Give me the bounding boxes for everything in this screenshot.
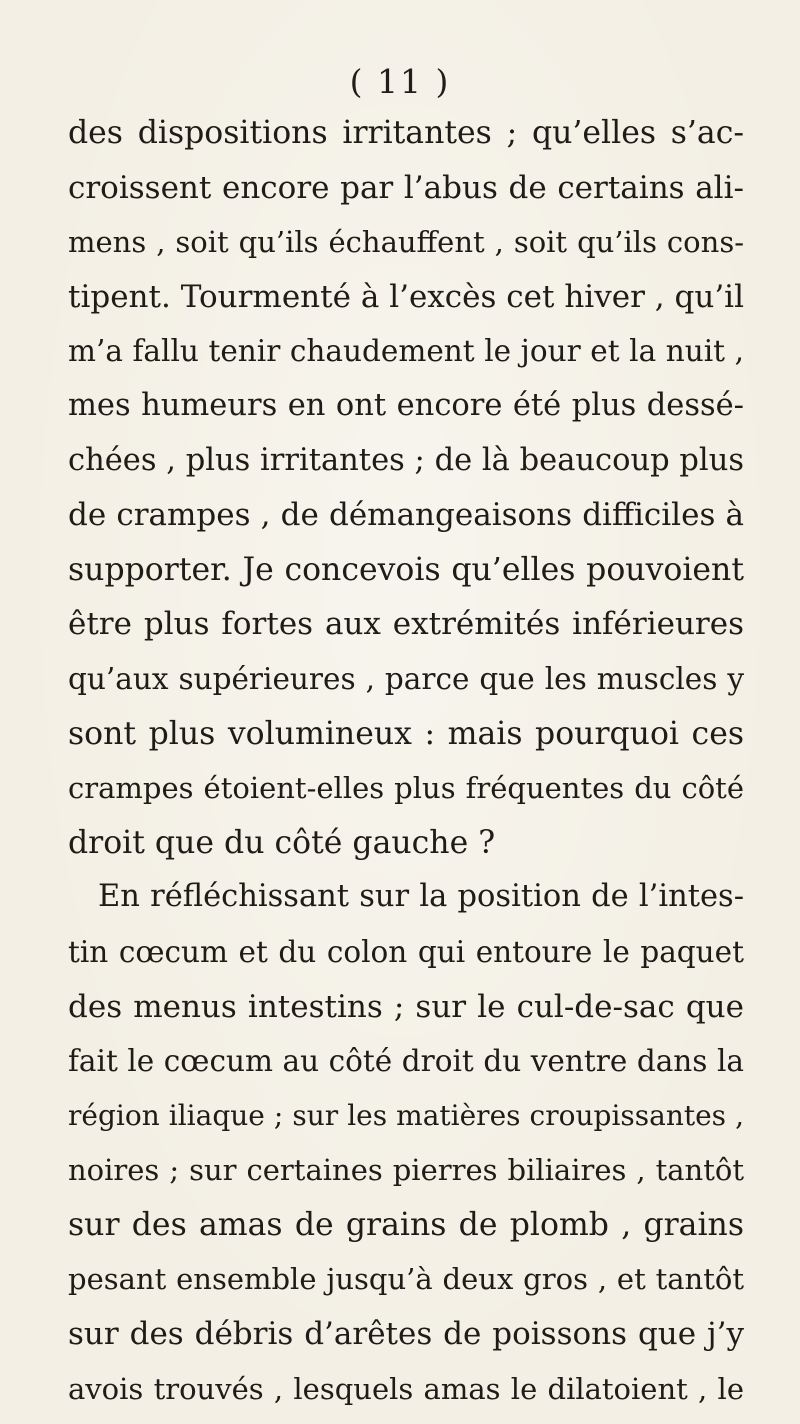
text-line: être plus fortes aux extrémités inférieures bbox=[68, 606, 744, 643]
text-line: des dispositions irritantes ; qu’elles s’ac- bbox=[68, 115, 744, 151]
text-line: crampes étoient-elles plus fréquentes du côté bbox=[68, 771, 744, 806]
text-line: chées , plus irritantes ; de là beaucoup plus bbox=[68, 442, 744, 478]
text-line: des menus intestins ; sur le cul-de-sac que bbox=[68, 988, 744, 1025]
text-line: noires ; sur certaines pierres biliaires , tantôt bbox=[68, 1153, 744, 1188]
text-line: de crampes , de démangeaisons difficiles à bbox=[68, 497, 744, 534]
text-line: sur des débris d’arêtes de poissons que j’y bbox=[68, 1316, 744, 1353]
text-line: m’a fallu tenir chaudement le jour et la nuit , bbox=[68, 334, 744, 369]
text-line: fait le cœcum au côté droit du ventre dans la bbox=[68, 1044, 744, 1079]
page-number: ( 11 ) bbox=[349, 62, 451, 101]
text-line: avois trouvés , lesquels amas le dilatoient , le bbox=[68, 1371, 744, 1406]
text-line: sont plus volumineux : mais pourquoi ces bbox=[68, 715, 744, 752]
text-line: En réfléchissant sur la position de l’intes- bbox=[98, 879, 744, 915]
text-line: pesant ensemble jusqu’à deux gros , et tantôt bbox=[68, 1262, 744, 1297]
text-line: tipent. Tourmenté à l’excès cet hiver , qu’il bbox=[68, 278, 744, 315]
text-line: droit que du côté gauche ? bbox=[68, 824, 496, 861]
text-line: croissent encore par l’abus de certains ali- bbox=[68, 169, 744, 206]
text-line: qu’aux supérieures , parce que les muscles y bbox=[68, 661, 744, 696]
body-text bbox=[68, 106, 744, 1416]
text-line: supporter. Je concevois qu’elles pouvoient bbox=[68, 551, 744, 588]
text-line: tin cœcum et du colon qui entoure le paquet bbox=[68, 934, 744, 969]
text-line: sur des amas de grains de plomb , grains bbox=[68, 1206, 744, 1243]
text-line: mes humeurs en ont encore été plus dessé- bbox=[68, 387, 744, 423]
text-line: mens , soit qu’ils échauffent , soit qu’ils cons- bbox=[68, 225, 744, 260]
text-line: région iliaque ; sur les matières croupissantes , bbox=[68, 1098, 744, 1132]
